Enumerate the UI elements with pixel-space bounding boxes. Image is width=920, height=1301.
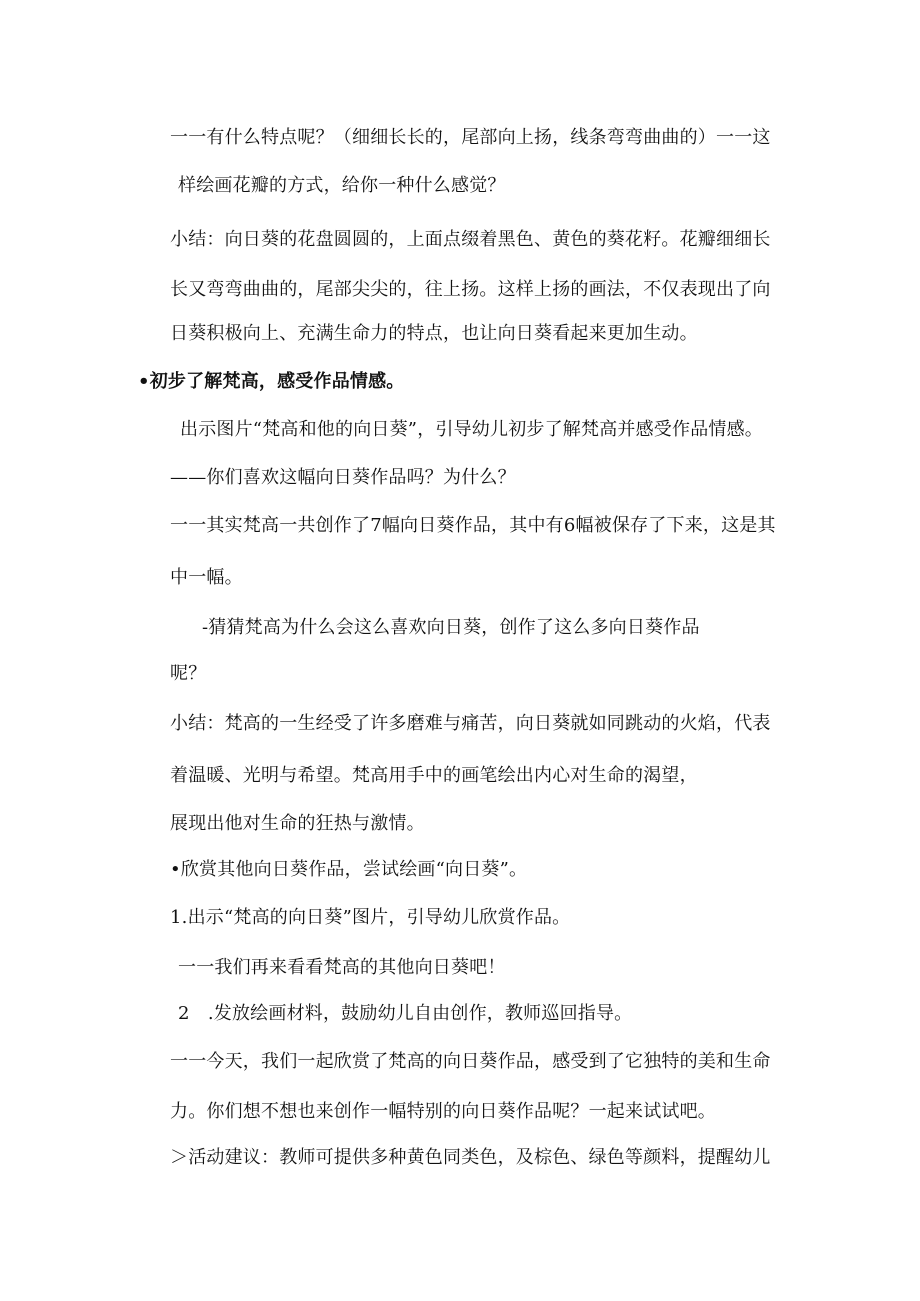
summary-van-gogh-1: 小结：梵高的一生经受了许多磨难与痛苦，向日葵就如同跳动的火焰，代表 xyxy=(170,713,771,734)
summary-van-gogh-2: 着温暖、光明与希望。梵高用手中的画笔绘出内心对生命的渴望， xyxy=(170,765,698,786)
activity-suggestion: ＞活动建议：教师可提供多种黄色同类色，及棕色、绿色等颜料，提醒幼儿 xyxy=(170,1147,771,1168)
summary-van-gogh-3: 展现出他对生命的狂热与激情。 xyxy=(170,813,425,834)
summary-line-2: 长又弯弯曲曲的，尾部尖尖的，往上扬。这样上扬的画法，不仅表现出了向 xyxy=(170,279,771,300)
summary-line-1: 小结：向日葵的花盘圆圆的，上面点缀着黑色、黄色的葵花籽。花瓣细细长 xyxy=(170,229,771,250)
question-why-sunflowers-end: 呢？ xyxy=(170,663,207,684)
text-line-look-again: 一一我们再来看看梵高的其他向日葵吧！ xyxy=(178,957,506,978)
text-line-show-image: 出示图片“梵高和他的向日葵”，引导幼儿初步了解梵高并感受作品情感。 xyxy=(180,419,764,440)
text-line-seven-works: 一一其实梵高一共创作了7幅向日葵作品，其中有6幅被保存了下来，这是其 xyxy=(170,515,776,536)
question-why-sunflowers: -猜猜梵高为什么会这么喜欢向日葵，创作了这么多向日葵作品 xyxy=(202,617,700,638)
summary-line-3: 日葵积极向上、充满生命力的特点，也让向日葵看起来更加生动。 xyxy=(170,323,698,344)
closing-line-2: 力。你们想不想也来创作一幅特别的向日葵作品呢？一起来试试吧。 xyxy=(170,1101,716,1122)
step-1: 1.出示“梵高的向日葵”图片，引导幼儿欣赏作品。 xyxy=(170,907,571,928)
step-2: 2 .发放绘画材料，鼓励幼儿自由创作，教师巡回指导。 xyxy=(178,1003,633,1024)
question-like-artwork: ——你们喜欢这幅向日葵作品吗？为什么？ xyxy=(170,467,516,488)
closing-line-1: 一一今天，我们一起欣赏了梵高的向日葵作品，感受到了它独特的美和生命 xyxy=(170,1051,771,1072)
text-line-1: 一一有什么特点呢？（细细长长的，尾部向上扬，线条弯弯曲曲的）一一这 xyxy=(170,127,771,148)
text-line-one-of-them: 中一幅。 xyxy=(170,567,243,588)
text-line-2: 样绘画花瓣的方式，给你一种什么感觉？ xyxy=(178,175,506,196)
section-heading-van-gogh: •初步了解梵高，感受作品情感。 xyxy=(138,371,405,392)
section-heading-appreciate: •欣赏其他向日葵作品，尝试绘画“向日葵”。 xyxy=(170,859,528,880)
